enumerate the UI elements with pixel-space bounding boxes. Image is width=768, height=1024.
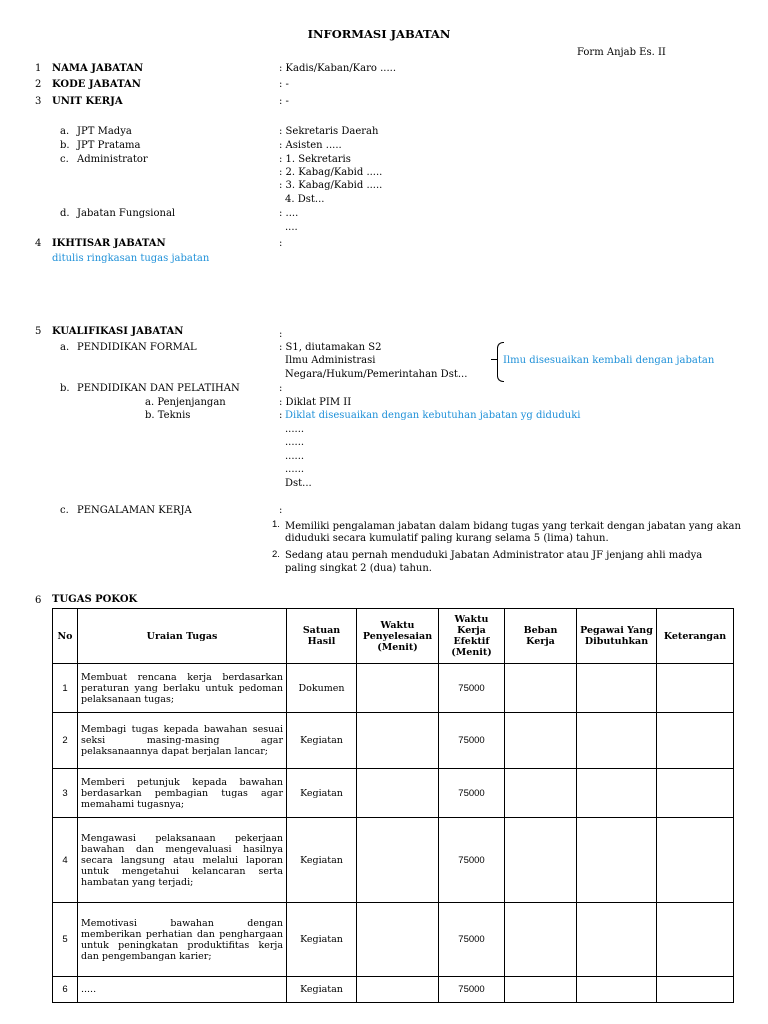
pegawai-dibutuhkan-cell bbox=[577, 903, 657, 977]
uraian-tugas-cell: Membuat rencana kerja berdasarkan peraturan yang berlaku untuk pedoman pelaksanaan tugas; bbox=[78, 664, 287, 713]
waktu-penyelesaian-cell bbox=[357, 818, 439, 903]
teknis-dots: ...... bbox=[285, 464, 305, 475]
section-number: 6 bbox=[35, 595, 42, 606]
row-number-cell: 2 bbox=[53, 713, 78, 769]
row-number-cell: 1 bbox=[53, 664, 78, 713]
jpt-madya-value: : Sekretaris Daerah bbox=[279, 126, 379, 137]
keterangan-cell bbox=[657, 769, 734, 818]
table-row bbox=[53, 769, 734, 818]
column-header: Satuan Hasil bbox=[287, 609, 357, 664]
pengalaman-item: diduduki secara kumulatif paling kurang selama 5 (lima) tahun. bbox=[285, 533, 609, 544]
table-header-row bbox=[53, 609, 734, 664]
column-header: Uraian Tugas bbox=[78, 609, 287, 664]
beban-kerja-cell bbox=[505, 818, 577, 903]
column-header: No bbox=[53, 609, 78, 664]
item-letter: a. bbox=[60, 342, 70, 353]
pegawai-dibutuhkan-cell bbox=[577, 713, 657, 769]
unit-kerja-value: : - bbox=[279, 96, 289, 107]
tugas-pokok-label: TUGAS POKOK bbox=[52, 594, 138, 605]
satuan-hasil-cell: Dokumen bbox=[287, 664, 357, 713]
beban-kerja-cell bbox=[505, 903, 577, 977]
pegawai-dibutuhkan-cell bbox=[577, 818, 657, 903]
table-row bbox=[53, 664, 734, 713]
column-header: Waktu Penyelesaian (Menit) bbox=[357, 609, 439, 664]
uraian-tugas-cell: ..... bbox=[78, 977, 287, 1003]
pengalaman-item: Sedang atau pernah menduduki Jabatan Administrator atau JF jenjang ahli madya bbox=[285, 550, 703, 561]
table-row bbox=[53, 903, 734, 977]
beban-kerja-cell bbox=[505, 977, 577, 1003]
nama-jabatan-value: : Kadis/Kaban/Karo ..... bbox=[279, 63, 396, 74]
section-number: 5 bbox=[35, 326, 42, 337]
waktu-penyelesaian-cell bbox=[357, 713, 439, 769]
jpt-pratama-value: : Asisten ..... bbox=[279, 140, 342, 151]
diklat-label: PENDIDIKAN DAN PELATIHAN bbox=[77, 383, 240, 394]
row-number-cell: 6 bbox=[53, 977, 78, 1003]
waktu-kerja-efektif-cell: 75000 bbox=[439, 769, 505, 818]
pendidikan-formal-value: Ilmu Administrasi bbox=[285, 355, 376, 366]
kualifikasi-label: KUALIFIKASI JABATAN bbox=[52, 326, 184, 337]
keterangan-cell bbox=[657, 903, 734, 977]
pendidikan-formal-value: Negara/Hukum/Pemerintahan Dst... bbox=[285, 369, 468, 380]
satuan-hasil-cell: Kegiatan bbox=[287, 818, 357, 903]
waktu-kerja-efektif-cell: 75000 bbox=[439, 977, 505, 1003]
penjenjangan-label: a. Penjenjangan bbox=[145, 397, 226, 408]
row-number-cell: 5 bbox=[53, 903, 78, 977]
uraian-tugas-cell: Mengawasi pelaksanaan pekerjaan bawahan dan mengevaluasi hasilnya secara langsung atau melalui laporan untuk mengetahui kelancaran serta hambatan yang terjadi; bbox=[78, 818, 287, 903]
jabatan-fungsional-label: Jabatan Fungsional bbox=[77, 208, 176, 219]
jabatan-fungsional-value: : .... bbox=[279, 208, 299, 219]
pengalaman-label: PENGALAMAN KERJA bbox=[77, 505, 192, 516]
column-header: Waktu Kerja Efektif (Menit) bbox=[439, 609, 505, 664]
satuan-hasil-cell: Kegiatan bbox=[287, 977, 357, 1003]
uraian-tugas-cell: Memotivasi bawahan dengan memberikan perhatian dan penghargaan untuk peningkatan produktifitas kerja dan pengembangan karier; bbox=[78, 903, 287, 977]
pengalaman-number: 1. bbox=[272, 519, 280, 530]
pengalaman-colon: : bbox=[279, 505, 283, 516]
beban-kerja-cell bbox=[505, 769, 577, 818]
satuan-hasil-cell: Kegiatan bbox=[287, 903, 357, 977]
waktu-penyelesaian-cell bbox=[357, 769, 439, 818]
pendidikan-formal-note: Ilmu disesuaikan kembali dengan jabatan bbox=[503, 355, 715, 366]
ikhtisar-note: ditulis ringkasan tugas jabatan bbox=[52, 253, 210, 264]
pegawai-dibutuhkan-cell bbox=[577, 769, 657, 818]
waktu-kerja-efektif-cell: 75000 bbox=[439, 713, 505, 769]
satuan-hasil-cell: Kegiatan bbox=[287, 713, 357, 769]
teknis-note: Diklat disesuaikan dengan kebutuhan jabatan yg diduduki bbox=[285, 410, 581, 421]
keterangan-cell bbox=[657, 664, 734, 713]
unit-kerja-label: UNIT KERJA bbox=[52, 96, 123, 107]
pendidikan-formal-label: PENDIDIKAN FORMAL bbox=[77, 342, 197, 353]
section-number: 1 bbox=[35, 63, 42, 74]
satuan-hasil-cell: Kegiatan bbox=[287, 769, 357, 818]
pegawai-dibutuhkan-cell bbox=[577, 664, 657, 713]
item-letter: d. bbox=[60, 208, 70, 219]
administrator-value: : 1. Sekretaris bbox=[279, 154, 351, 165]
column-header: Keterangan bbox=[657, 609, 734, 664]
table-row bbox=[53, 818, 734, 903]
jpt-madya-label: JPT Madya bbox=[77, 126, 132, 137]
waktu-kerja-efektif-cell: 75000 bbox=[439, 818, 505, 903]
kode-jabatan-label: KODE JABATAN bbox=[52, 79, 141, 90]
tugas-pokok-table bbox=[52, 608, 734, 1003]
section-number: 2 bbox=[35, 79, 42, 90]
pengalaman-number: 2. bbox=[272, 549, 280, 560]
item-letter: b. bbox=[60, 383, 70, 394]
pendidikan-formal-value: : S1, diutamakan S2 bbox=[279, 342, 382, 353]
jabatan-fungsional-value: .... bbox=[285, 222, 298, 233]
item-letter: c. bbox=[60, 154, 69, 165]
keterangan-cell bbox=[657, 977, 734, 1003]
row-number-cell: 4 bbox=[53, 818, 78, 903]
pegawai-dibutuhkan-cell bbox=[577, 977, 657, 1003]
teknis-dots: ...... bbox=[285, 437, 305, 448]
keterangan-cell bbox=[657, 818, 734, 903]
teknis-colon: : bbox=[279, 410, 283, 421]
column-header: Beban Kerja bbox=[505, 609, 577, 664]
keterangan-cell bbox=[657, 713, 734, 769]
teknis-dots: ...... bbox=[285, 424, 305, 435]
ikhtisar-label: IKHTISAR JABATAN bbox=[52, 238, 166, 249]
beban-kerja-cell bbox=[505, 664, 577, 713]
document-title: INFORMASI JABATAN bbox=[307, 27, 451, 41]
item-letter: c. bbox=[60, 505, 69, 516]
administrator-value: : 3. Kabag/Kabid ..... bbox=[279, 180, 383, 191]
table-row bbox=[53, 977, 734, 1003]
administrator-value: 4. Dst... bbox=[285, 194, 325, 205]
administrator-label: Administrator bbox=[77, 154, 148, 165]
row-number-cell: 3 bbox=[53, 769, 78, 818]
ikhtisar-colon: : bbox=[279, 238, 283, 249]
kode-jabatan-value: : - bbox=[279, 79, 289, 90]
nama-jabatan-label: NAMA JABATAN bbox=[52, 63, 144, 74]
brace-tip bbox=[491, 359, 497, 360]
beban-kerja-cell bbox=[505, 713, 577, 769]
kualifikasi-colon: : bbox=[279, 329, 283, 340]
penjenjangan-value: : Diklat PIM II bbox=[279, 397, 352, 408]
uraian-tugas-cell: Memberi petunjuk kepada bawahan berdasarkan pembagian tugas agar memahami tugasnya; bbox=[78, 769, 287, 818]
teknis-label: b. Teknis bbox=[145, 410, 191, 421]
item-letter: a. bbox=[60, 126, 70, 137]
waktu-kerja-efektif-cell: 75000 bbox=[439, 664, 505, 713]
pengalaman-item: Memiliki pengalaman jabatan dalam bidang tugas yang terkait dengan jabatan yang akan bbox=[285, 521, 741, 532]
waktu-penyelesaian-cell bbox=[357, 903, 439, 977]
waktu-penyelesaian-cell bbox=[357, 977, 439, 1003]
section-number: 4 bbox=[35, 238, 42, 249]
uraian-tugas-cell: Membagi tugas kepada bawahan sesuai seksi masing-masing agar pelaksanaannya dapat berjalan lancar; bbox=[78, 713, 287, 769]
section-number: 3 bbox=[35, 96, 42, 107]
column-header: Pegawai Yang Dibutuhkan bbox=[577, 609, 657, 664]
waktu-kerja-efektif-cell: 75000 bbox=[439, 903, 505, 977]
teknis-dots: Dst... bbox=[285, 478, 312, 489]
table-row bbox=[53, 713, 734, 769]
jpt-pratama-label: JPT Pratama bbox=[77, 140, 141, 151]
teknis-dots: ...... bbox=[285, 451, 305, 462]
administrator-value: : 2. Kabag/Kabid ..... bbox=[279, 167, 383, 178]
item-letter: b. bbox=[60, 140, 70, 151]
form-reference: Form Anjab Es. II bbox=[577, 47, 666, 58]
pengalaman-item: paling singkat 2 (dua) tahun. bbox=[285, 563, 432, 574]
waktu-penyelesaian-cell bbox=[357, 664, 439, 713]
diklat-colon: : bbox=[279, 383, 283, 394]
